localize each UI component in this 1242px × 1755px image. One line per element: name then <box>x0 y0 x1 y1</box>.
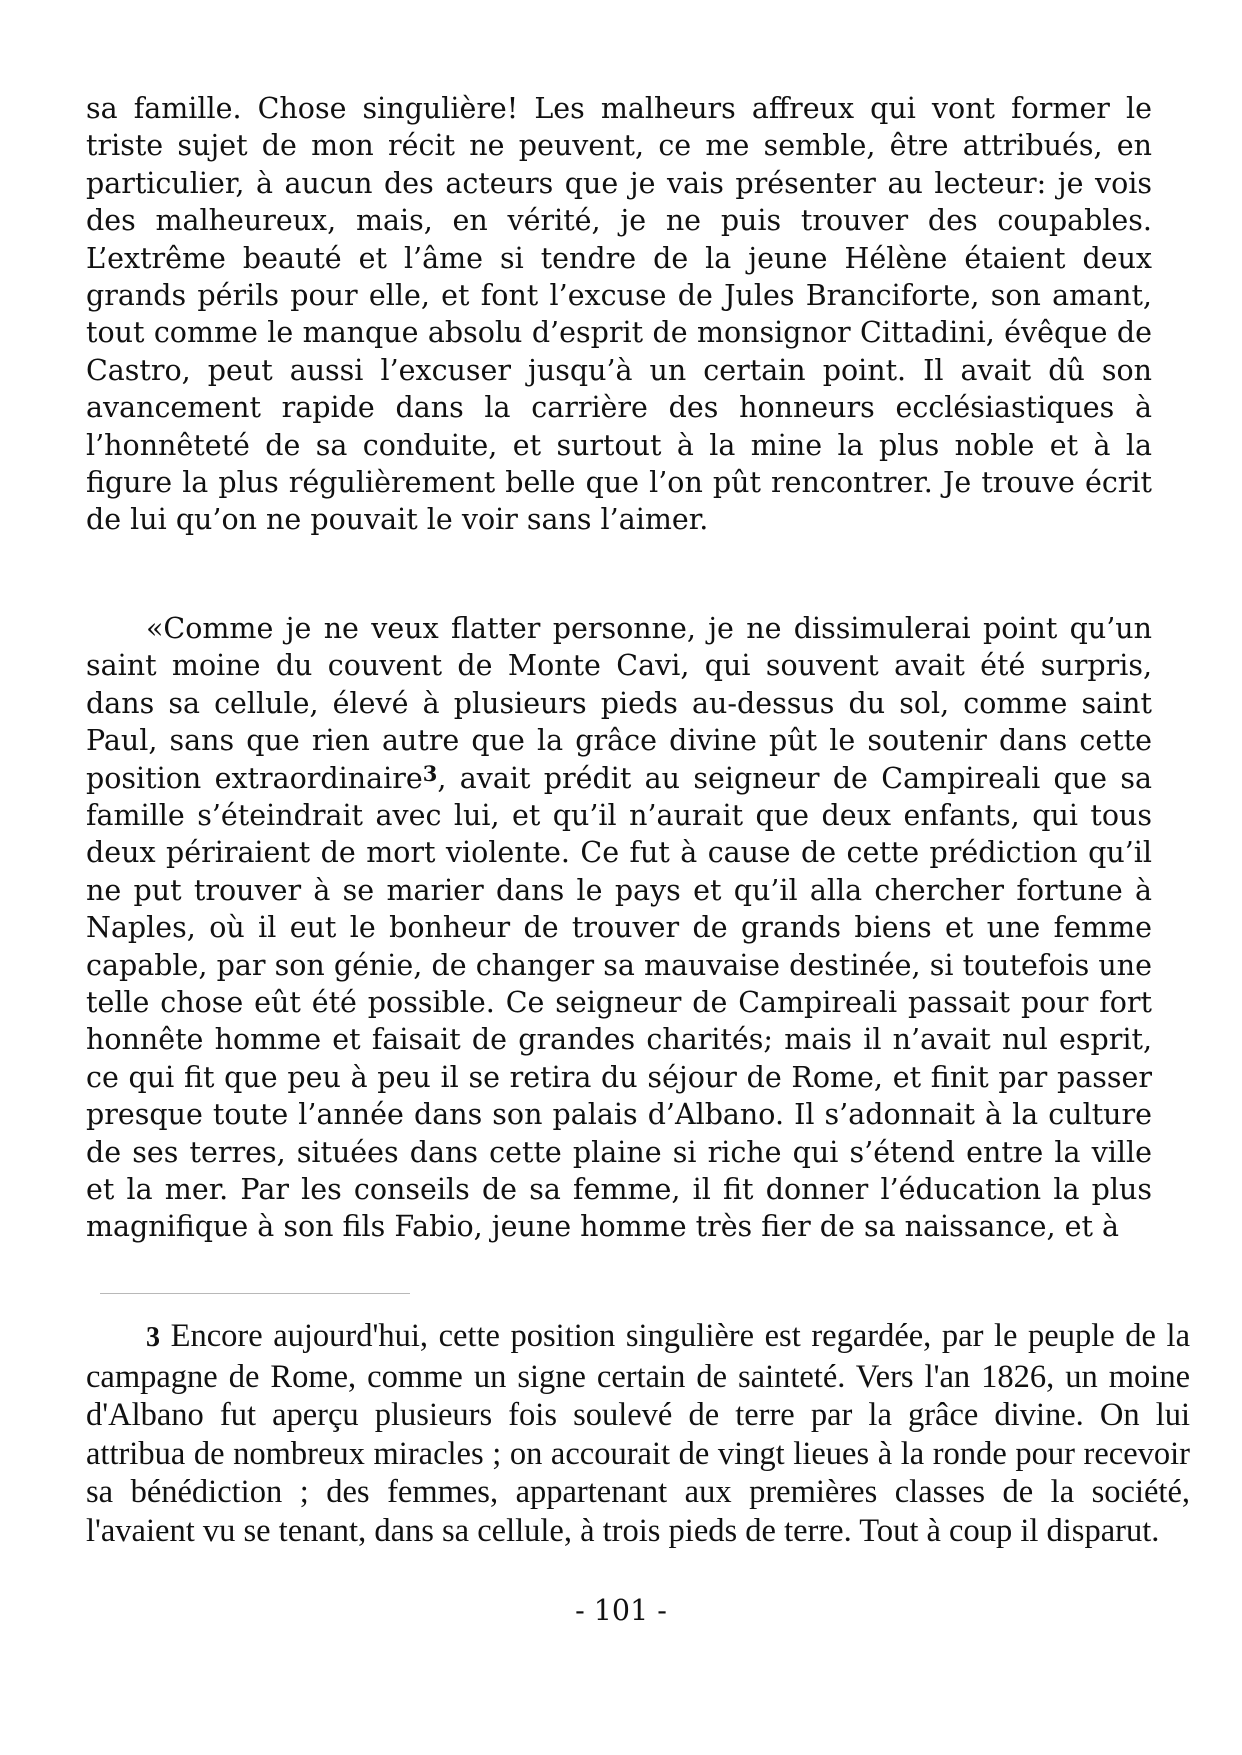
body-paragraph-1: sa famille. Chose singulière! Les malheurs affreux qui vont former le triste sujet de mon récit ne peuvent, ce me semble, être attribués, en particulier, à aucun des acteurs que je vais présenter au lecteur: je vois des malheureux, mais, en vérité, je ne puis trouver des coupables. L’extrême beauté et l’âme si tendre de la jeune Hélène étaient deux grands périls pour elle, et font l’excuse de Jules Branciforte, son amant, tout comme le manque absolu d’esprit de monsignor Cittadini, évêque de Castro, peut aussi l’excuser jusqu’à un certain point. Il avait dû son avancement rapide dans la carrière des honneurs ecclésiastiques à l’honnêteté de sa conduite, et surtout à la mine la plus noble et à la figure la plus régulièrement belle que l’on pût rencontrer. Je trouve écrit de lui qu’on ne pouvait le voir sans l’aimer. <box>86 92 1152 537</box>
footnote-3 <box>86 1317 1190 1551</box>
paragraph-gap <box>86 539 1152 610</box>
paragraph-2-text-end: , avait prédit au seigneur de Campireali que sa famille s’éteindrait avec lui, et qu’il n’aurait que deux enfants, qui tous deux périraient de mort violente. Ce fut à cause de cette prédiction qu’il ne put trouver à se marier dans le pays et qu’il alla chercher fortune à Naples, où il eut le bonheur de trouver de grands biens et une femme capable, par son génie, de changer sa mauvaise destinée, si toutefois une telle chose eût été possible. Ce seigneur de Campireali passait pour fort honnête homme et faisait de grandes charités; mais il n’avait nul esprit, ce qui fit que peu à peu il se retira du séjour de Rome, et finit par passer presque toute l’année dans son palais d’Albano. Il s’adonnait à la culture de ses terres, situées dans cette plaine si riche qui s’étend entre la ville et la mer. Par les conseils de sa femme, il fit donner l’éducation la plus magnifique à son fils Fabio, jeune homme très fier de sa naissance, et à <box>86 761 1153 1244</box>
page-body <box>86 90 1152 1246</box>
footnote-text: Encore aujourd'hui, cette position singulière est regardée, par le peuple de la campagne de Rome, comme un signe certain de sainteté. Vers l'an 1826, un moine d'Albano fut aperçu plusieurs fois soulevé de terre par la grâce divine. On lui attribua de nombreux miracles ; on accourait de vingt lieues à la ronde pour recevoir sa bénédiction ; des femmes, appartenant aux premières classes de la société, l'avaient vu se tenant, dans sa cellule, à trois pieds de terre. Tout à coup il disparut. <box>86 1318 1190 1549</box>
footnote-separator <box>100 1293 410 1294</box>
paragraph-2-text-start: «Comme je ne veux flatter personne, je ne dissimulerai point qu’un saint moine du couvent de Monte Cavi, qui souvent avait été surpris, dans sa cellule, élevé à plusieurs pieds au-dessus du sol, comme saint Paul, sans que rien autre que la grâce divine pût le soutenir dans cette position extraordinaire <box>86 611 1152 795</box>
footnote-reference-3[interactable]: 3 <box>422 760 438 786</box>
page-number: - 101 - <box>575 1594 667 1627</box>
body-paragraph-2 <box>86 610 1152 1246</box>
footnote-number: 3 <box>146 1322 160 1353</box>
